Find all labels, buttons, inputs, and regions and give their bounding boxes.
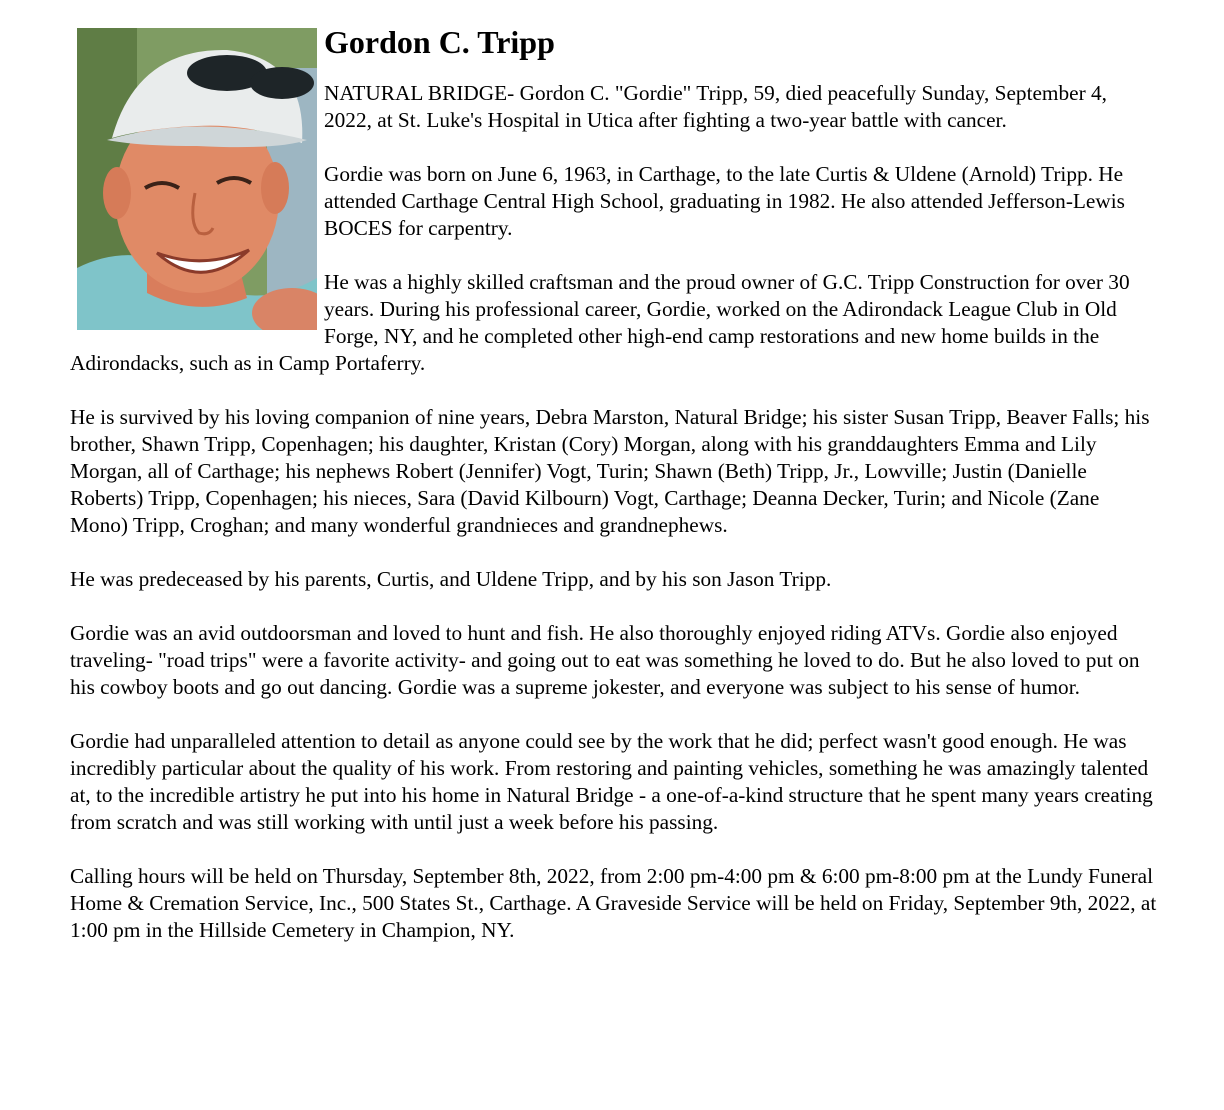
paragraph-career: He was a highly skilled craftsman and the proud owner of G.C. Tripp Construction for over 30 years. During his professional career, Gordie, worked on the Adirondack League Club in Old Forge, NY, and he completed other high-end camp restorations and new home builds in the Adirondacks, such as in Camp Portaferry. — [70, 270, 1130, 375]
portrait-photo — [77, 28, 317, 330]
paragraph-services: Calling hours will be held on Thursday, September 8th, 2022, from 2:00 pm-4:00 pm & 6:00 pm-8:00 pm at the Lundy Funeral Home & Cremation Service, Inc., 500 States St., Carthage. A Graveside Service will be held on Friday, September 9th, 2022, at 1:00 pm in the Hillside Cemetery in Champion, NY. — [70, 864, 1157, 942]
paragraph-predeceased: He was predeceased by his parents, Curtis, and Uldene Tripp, and by his son Jason Tripp. — [70, 567, 832, 591]
paragraph-early-life: Gordie was born on June 6, 1963, in Carthage, to the late Curtis & Uldene (Arnold) Tripp. He attended Carthage Central High School, graduating in 1982. He also attended Jefferson-Lewis BOCES for carpentry. — [324, 162, 1125, 240]
obituary-article — [70, 24, 1160, 971]
paragraph-death-notice: NATURAL BRIDGE- Gordon C. "Gordie" Tripp, 59, died peacefully Sunday, September 4, 2022, at St. Luke's Hospital in Utica after fighting a two-year battle with cancer. — [324, 81, 1107, 132]
paragraph-survivors: He is survived by his loving companion of nine years, Debra Marston, Natural Bridge; his sister Susan Tripp, Beaver Falls; his brother, Shawn Tripp, Copenhagen; his daughter, Kristan (Cory) Morgan, along with his granddaughters Emma and Lily Morgan, all of Carthage; his nephews Robert (Jennifer) Vogt, Turin; Shawn (Beth) Tripp, Jr., Lowville; Justin (Danielle Roberts) Tripp, Copenhagen; his nieces, Sara (David Kilbourn) Vogt, Carthage; Deanna Decker, Turin; and Nicole (Zane Mono) Tripp, Croghan; and many wonderful grandnieces and grandnephews. — [70, 405, 1150, 537]
paragraph-craftsmanship: Gordie had unparalleled attention to detail as anyone could see by the work that he did; perfect wasn't good enough. He was incredibly particular about the quality of his work. From restoring and painting vehicles, something he was amazingly talented at, to the incredible artistry he put into his home in Natural Bridge - a one-of-a-kind structure that he spent many years creating from scratch and was still working with until just a week before his passing. — [70, 729, 1153, 834]
obituary-title: Gordon C. Tripp — [324, 24, 555, 60]
paragraph-hobbies: Gordie was an avid outdoorsman and loved to hunt and fish. He also thoroughly enjoyed riding ATVs. Gordie also enjoyed traveling- "road trips" were a favorite activity- and going out to eat was something he loved to do. But he also loved to put on his cowboy boots and go out dancing. Gordie was a supreme jokester, and everyone was subject to his sense of humor. — [70, 621, 1140, 699]
